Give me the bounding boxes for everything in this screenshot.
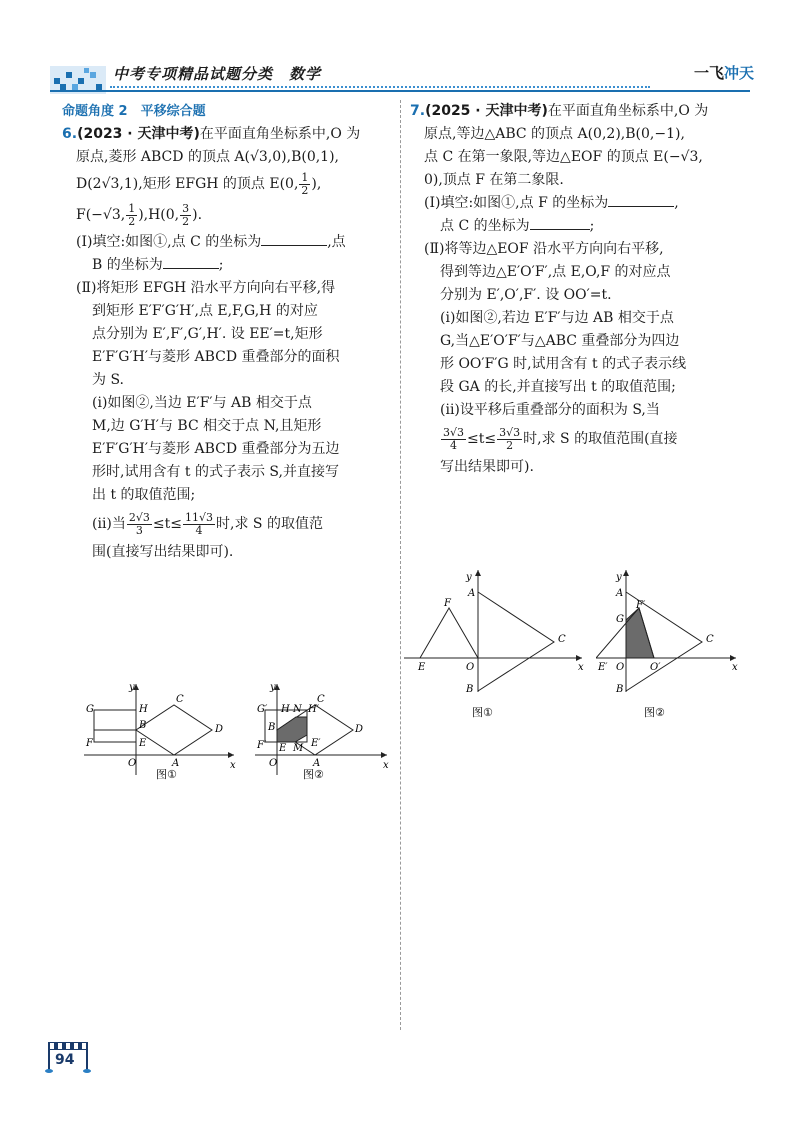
q6-figure-1 [84, 680, 244, 780]
q7-line-2: 原点,等边△ABC 的顶点 A(0,2),B(0,−1), [424, 126, 685, 142]
q7-sub-i-line-2: G,当△E′O′F′与△ABC 重叠部分为四边 [440, 333, 680, 349]
fig-label: A [468, 588, 476, 599]
fig-label: A [313, 758, 321, 769]
q6-part1-line-1: (Ⅰ)填空:如图①,点 C 的坐标为 ,点 [62, 231, 396, 254]
fig-label: H [281, 704, 290, 715]
q7-part1-line-2: 点 C 的坐标为 ; [410, 215, 756, 238]
fig-label: E [279, 743, 287, 754]
figure-caption: 图① [156, 768, 177, 780]
fig-label: F [444, 598, 451, 609]
fig-label: C [317, 694, 325, 705]
fig-label: E [139, 738, 147, 749]
fig-label: y [270, 682, 276, 693]
fig-label: x [230, 760, 236, 771]
fig-label: G [616, 614, 624, 625]
q6-sub-ii-line-1: (ⅱ)当 $\frac{2√3}{3}$ ≤t≤ $\frac{11√3}{4}$ 时,求 S 的取值范 [92, 510, 323, 537]
fig-label: y [466, 572, 472, 583]
figure-caption: 图① [472, 706, 493, 719]
q7-sub-ii-line-2: $\frac{3√3}{4}$ ≤t≤ $\frac{3√3}{2}$ 时,求 S 的取值范围(直接 [443, 425, 678, 452]
fig-label: E′ [311, 738, 321, 749]
fig-label: x [578, 662, 584, 673]
fig-label: C [706, 634, 714, 645]
answer-blank[interactable] [163, 254, 219, 269]
fig-label: F′ [636, 600, 646, 611]
q7-part2-line-2: 得到等边△E′O′F′,点 E,O,F 的对应点 [440, 264, 671, 280]
q7-sub-ii-line-1: (ⅱ)设平移后重叠部分的面积为 S,当 [440, 402, 660, 418]
fig-label: O′ [650, 662, 661, 673]
fig-label: E [418, 662, 426, 673]
fig-label: A [616, 588, 624, 599]
fig-label: O [466, 662, 475, 673]
q6-line-3: D(2√3,1),矩形 EFGH 的顶点 E(0, $\frac{1}{2}$ ), [76, 170, 322, 197]
q7-figure-1 [402, 566, 588, 726]
fig-label: D [355, 724, 364, 735]
right-column [410, 100, 756, 479]
brand-logo: 一飞冲天 [693, 64, 754, 82]
column-divider [400, 100, 401, 1030]
q6-part2-line-1: (Ⅱ)将矩形 EFGH 沿水平方向向右平移,得 [76, 280, 336, 296]
fig-label: x [732, 662, 738, 673]
q6-sub-i-line-4: 形时,试用含有 t 的式子表示 S,并直接写 [92, 464, 339, 480]
q7-sub-ii-line-3: 写出结果即可). [440, 459, 534, 475]
fig-label: G [86, 704, 94, 715]
fig-label: A [172, 758, 180, 769]
q6-part2-line-3: 点分别为 E′,F′,G′,H′. 设 EE′=t,矩形 [92, 326, 323, 342]
fig-label: B [466, 684, 474, 695]
left-column [62, 100, 396, 564]
q7-line-1: 7.(2025 · 天津中考)在平面直角坐标系中,O 为 [410, 103, 709, 119]
q7-sub-i-line-3: 形 OO′F′G 时,试用含有 t 的式子表示线 [440, 356, 687, 372]
q6-figure-2 [255, 680, 395, 780]
q7-figure-2 [596, 566, 746, 726]
q7-line-4: 0),顶点 F 在第二象限. [424, 172, 564, 188]
answer-blank[interactable] [608, 192, 674, 207]
q7-sub-i-line-1: (ⅰ)如图②,若边 E′F′与边 AB 相交于点 [440, 310, 674, 326]
fig-label: G′ [257, 704, 268, 715]
answer-blank[interactable] [261, 231, 327, 246]
fig-label: D [215, 724, 224, 735]
header-title: 中考专项精品试题分类 数学 [113, 65, 322, 83]
q6-line-1: 6.(2023 · 天津中考)在平面直角坐标系中,O 为 [62, 126, 361, 142]
q7-part1-line-1: (Ⅰ)填空:如图①,点 F 的坐标为 , [410, 192, 756, 215]
q6-part1-line-2: B 的坐标为 ; [62, 254, 396, 277]
fig-label: B [616, 684, 624, 695]
page-number: 94 [55, 1052, 75, 1068]
q7-part2-line-1: (Ⅱ)将等边△EOF 沿水平方向向右平移, [424, 241, 664, 257]
q6-sub-i-line-5: 出 t 的取值范围; [92, 487, 196, 503]
fig-label: F′ [257, 740, 267, 751]
fig-label: B [139, 720, 147, 731]
answer-blank[interactable] [530, 215, 590, 230]
q7-sub-i-line-4: 段 GA 的长,并直接写出 t 的取值范围; [440, 379, 676, 395]
fig-label: H′ [308, 704, 319, 715]
q6-sub-i-line-3: E′F′G′H′与菱形 ABCD 重叠部分为五边 [92, 441, 340, 457]
q6-part2-line-2: 到矩形 E′F′G′H′,点 E,F,G,H 的对应 [92, 303, 318, 319]
fig-label: x [383, 760, 389, 771]
fig-label: C [176, 694, 184, 705]
q7-part2-line-3: 分别为 E′,O′,F′. 设 OO′=t. [440, 287, 612, 303]
q6-sub-i-line-1: (ⅰ)如图②,当边 E′F′与 AB 相交于点 [92, 395, 312, 411]
fig-label: O [616, 662, 625, 673]
q6-part2-line-4: E′F′G′H′与菱形 ABCD 重叠部分的面积 [92, 349, 340, 365]
fig-label: H [139, 704, 148, 715]
fig-label: B [268, 722, 276, 733]
q6-line-4: F(−√3, $\frac{1}{2}$ ),H(0, $\frac{3}{2}$ ). [76, 201, 203, 228]
fig-label: O [269, 758, 278, 769]
fig-label: y [616, 572, 622, 583]
fig-label: M [293, 743, 304, 754]
fig-label: C [558, 634, 566, 645]
q6-sub-i-line-2: M,边 G′H′与 BC 相交于点 N,且矩形 [92, 418, 322, 434]
fig-label: F [86, 738, 93, 749]
q6-part2-line-5: 为 S. [92, 372, 124, 388]
fig-label: E′ [598, 662, 608, 673]
figure-caption: 图② [303, 768, 324, 780]
q6-sub-ii-line-2: 围(直接写出结果即可). [92, 544, 234, 560]
fig-label: O [128, 758, 137, 769]
fig-label: y [129, 682, 135, 693]
figure-caption: 图② [644, 706, 665, 719]
header-rule [50, 90, 750, 92]
fig-label: N [293, 704, 302, 715]
q6-line-2: 原点,菱形 ABCD 的顶点 A(√3,0),B(0,1), [76, 149, 339, 165]
section-heading: 命题角度 2 平移综合题 [62, 104, 206, 119]
q7-line-3: 点 C 在第一象限,等边△EOF 的顶点 E(−√3, [424, 149, 703, 165]
